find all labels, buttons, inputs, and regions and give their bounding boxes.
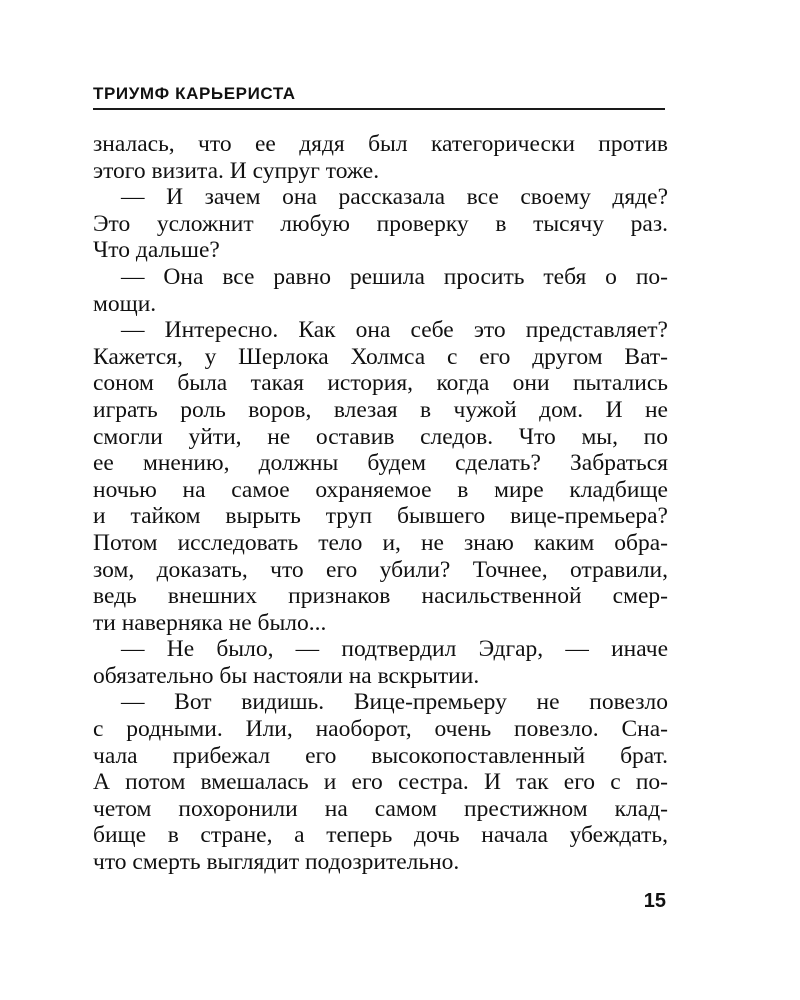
text-line: что смерть выглядит подозрительно. [93, 849, 460, 876]
page-number: 15 [643, 890, 666, 912]
text-line: — Не было, — подтвердил Эдгар, — иначе [121, 636, 668, 663]
text-line: соном была такая история, когда они пытались [93, 370, 668, 397]
text-line: — Она все равно решила просить тебя о по- [121, 263, 668, 290]
text-line: бище в стране, а теперь дочь начала убеждать, [93, 822, 668, 849]
text-line: — И зачем она рассказала все своему дяде? [121, 184, 668, 211]
text-line: зом, доказать, что его убили? Точнее, отравили, [93, 556, 668, 583]
text-line: мощи. [93, 290, 157, 317]
text-line: А потом вмешалась и его сестра. И так его с по- [93, 769, 668, 796]
text-line: Кажется, у Шерлока Холмса с его другом Ват- [93, 343, 668, 370]
text-line: четом похоронили на самом престижном клад- [93, 795, 668, 822]
header-rule [93, 108, 665, 110]
body-text [93, 131, 668, 876]
text-line: Потом исследовать тело и, не знаю каким обра- [93, 529, 668, 556]
text-line: смогли уйти, не оставив следов. Что мы, по [93, 423, 668, 450]
text-line: Это усложнит любую проверку в тысячу раз. [93, 210, 668, 237]
text-line: этого визита. И супруг тоже. [93, 157, 380, 184]
text-line: с родными. Или, наоборот, очень повезло. Сна- [93, 716, 668, 743]
text-line: обязательно бы настояли на вскрытии. [93, 662, 480, 689]
text-line: ведь внешних признаков насильственной смер- [93, 583, 668, 610]
text-line: зналась, что ее дядя был категорически против [93, 131, 668, 157]
text-line: — Интересно. Как она себе это представляет? [121, 317, 668, 344]
text-line: чала прибежал его высокопоставленный брат. [93, 742, 668, 769]
text-line: — Вот видишь. Вице-премьеру не повезло [121, 689, 668, 716]
text-line: Что дальше? [93, 237, 220, 264]
running-head: ТРИУМФ КАРЬЕРИСТА [93, 84, 296, 103]
text-line: и тайком вырыть труп бывшего вице-премьера? [93, 503, 668, 530]
text-line: ночью на самое охраняемое в мире кладбище [93, 476, 668, 503]
text-line: ти наверняка не было... [93, 609, 327, 636]
text-line: ее мнению, должны будем сделать? Забраться [93, 450, 668, 477]
text-line: играть роль воров, влезая в чужой дом. И не [93, 396, 668, 423]
